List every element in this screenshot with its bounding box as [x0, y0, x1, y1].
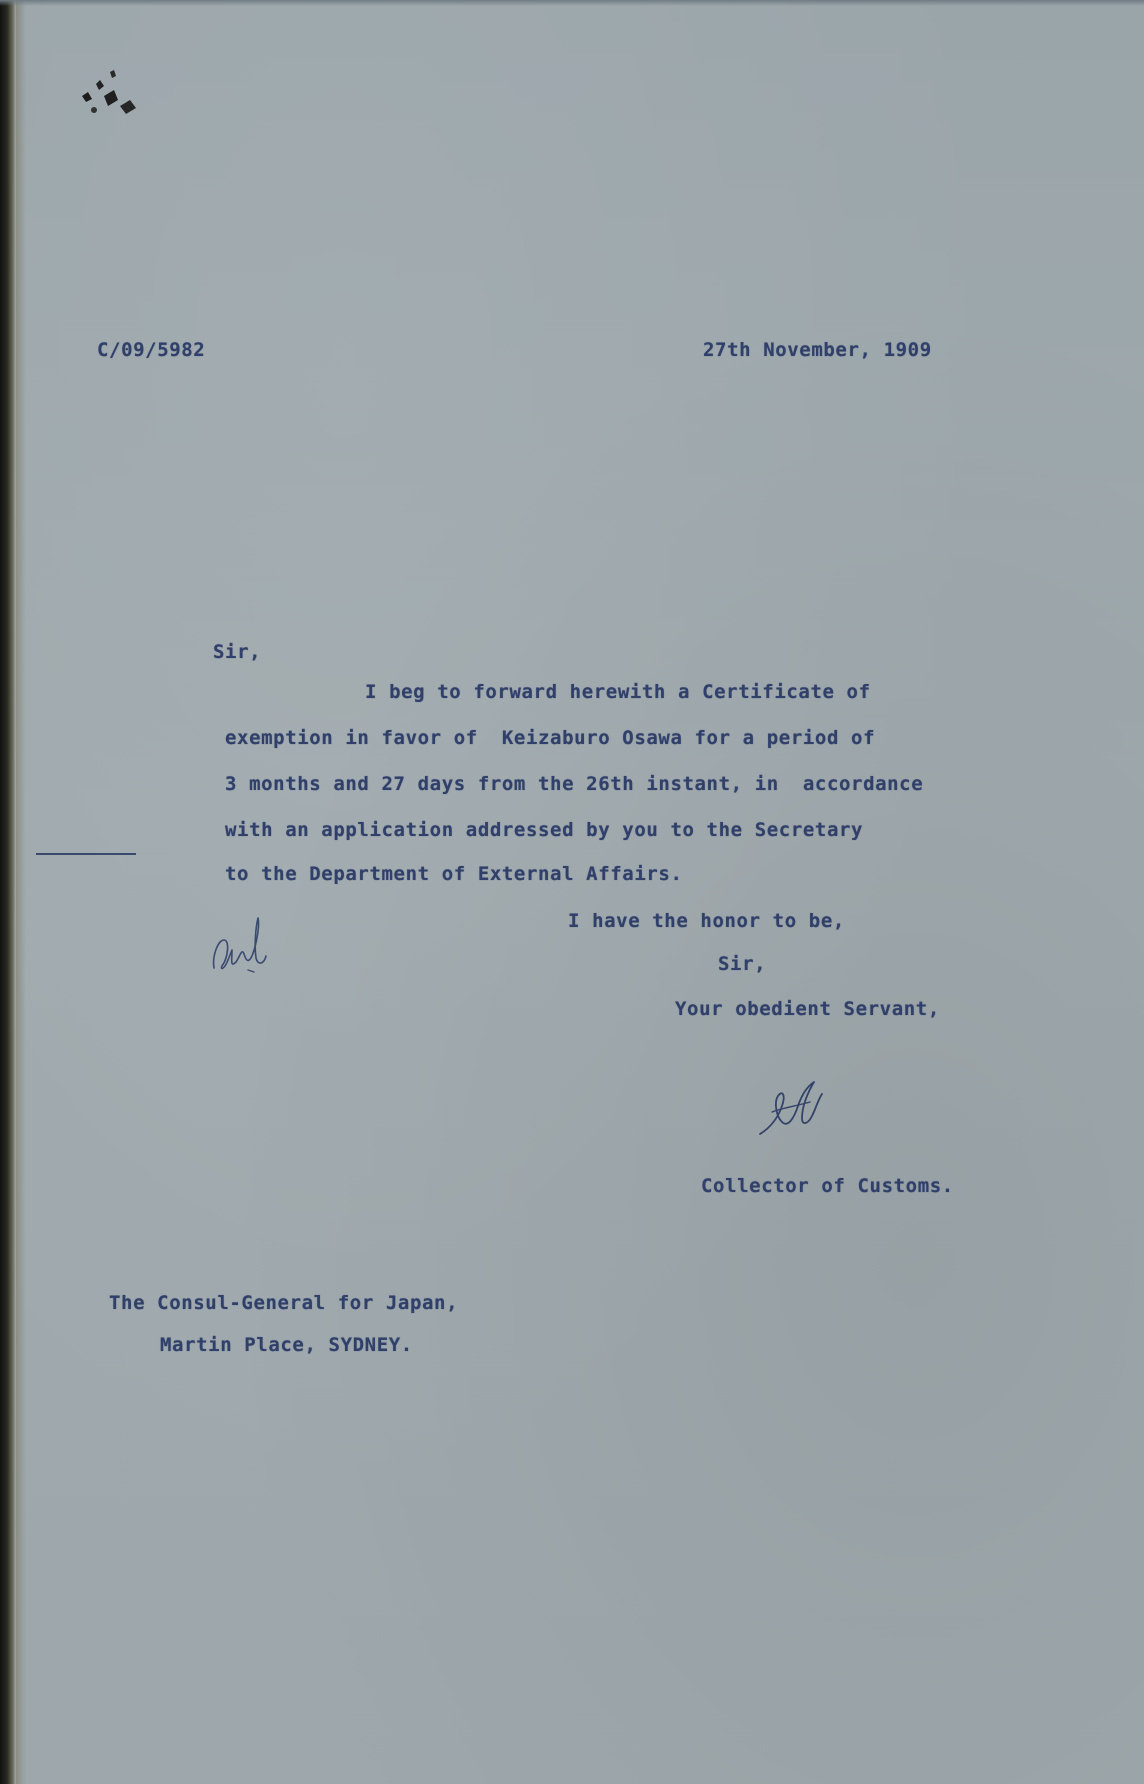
- binding-shadow: [16, 0, 26, 1784]
- letter-date: 27th November, 1909: [703, 339, 932, 361]
- punch-hole-mark: [74, 66, 154, 126]
- handwritten-signature: [752, 1072, 832, 1142]
- body-line: with an application addressed by you to the Secretary: [225, 819, 864, 841]
- body-line: exemption in favor of Keizaburo Osawa for a period of: [225, 727, 876, 749]
- margin-rule: [36, 853, 136, 855]
- addressee-line: Martin Place, SYDNEY.: [160, 1334, 413, 1356]
- closing-line: I have the honor to be,: [568, 910, 845, 932]
- binding-edge: [0, 0, 16, 1784]
- top-edge: [0, 0, 1144, 6]
- closing-servant: Your obedient Servant,: [675, 998, 940, 1020]
- salutation: Sir,: [213, 641, 262, 663]
- body-line: I beg to forward herewith a Certificate of: [365, 681, 871, 703]
- signatory-title: Collector of Customs.: [701, 1175, 954, 1197]
- body-line: 3 months and 27 days from the 26th instant, in accordance: [225, 773, 924, 795]
- closing-sir: Sir,: [718, 953, 767, 975]
- handwritten-initials: [208, 910, 272, 980]
- body-line: to the Department of External Affairs.: [225, 863, 683, 885]
- addressee-line: The Consul-General for Japan,: [109, 1292, 459, 1314]
- reference-number: C/09/5982: [97, 339, 206, 361]
